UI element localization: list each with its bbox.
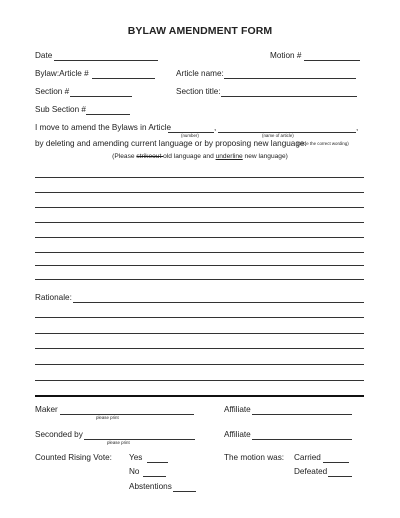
article-name-label: Article name: (176, 69, 224, 78)
bylaw-article-number-field[interactable] (92, 78, 155, 79)
seconded-by-field[interactable] (84, 439, 195, 440)
move-comma-2: , (356, 123, 359, 132)
section-number-label: Section # (35, 87, 70, 96)
amendment-text-line[interactable] (35, 177, 364, 178)
motion-number-field[interactable] (304, 60, 360, 61)
rationale-text-line[interactable] (35, 364, 364, 365)
abstentions-label: Abstentions (129, 482, 172, 491)
rationale-text-line[interactable] (35, 380, 364, 381)
number-hint: (number) (181, 133, 199, 138)
abstentions-count-field[interactable] (173, 491, 196, 492)
amendment-text-line[interactable] (35, 192, 364, 193)
instruction-close: new language) (242, 153, 288, 160)
seconded-please-print-hint: please print (107, 440, 130, 445)
carried-field[interactable] (323, 462, 349, 463)
no-count-field[interactable] (143, 476, 166, 477)
amendment-text-line[interactable] (35, 237, 364, 238)
rationale-text-line[interactable] (35, 348, 364, 349)
date-field[interactable] (54, 60, 158, 61)
seconded-affiliate-field[interactable] (252, 439, 352, 440)
instruction-strikeout: strikeout (136, 153, 164, 160)
seconded-by-label: Seconded by (35, 430, 83, 439)
maker-please-print-hint: please print (96, 415, 119, 420)
counted-rising-vote-label: Counted Rising Vote: (35, 453, 112, 462)
amendment-text-line[interactable] (35, 222, 364, 223)
language-instruction (0, 153, 400, 161)
rationale-first-line[interactable] (73, 302, 364, 303)
maker-affiliate-label: Affiliate (224, 405, 251, 414)
maker-label: Maker (35, 405, 58, 414)
rationale-text-line[interactable] (35, 317, 364, 318)
carried-label: Carried (294, 453, 321, 462)
amendment-text-line[interactable] (35, 207, 364, 208)
rationale-text-line[interactable] (35, 333, 364, 334)
motion-number-label: Motion # (270, 51, 302, 60)
amendment-text-line[interactable] (35, 252, 364, 253)
maker-field[interactable] (60, 414, 194, 415)
date-label: Date (35, 51, 53, 60)
article-name-hint: (name of article) (262, 133, 294, 138)
yes-label: Yes (129, 453, 143, 462)
section-title-field[interactable] (221, 96, 357, 97)
move-comma-1: , (214, 123, 217, 132)
instruction-middle: old language and (163, 153, 216, 160)
amend-statement-text: by deleting and amending current language or by proposing new language: (35, 139, 307, 148)
yes-count-field[interactable] (147, 462, 168, 463)
no-label: No (129, 467, 140, 476)
section-divider (35, 395, 364, 397)
section-title-label: Section title: (176, 87, 221, 96)
motion-was-label: The motion was: (224, 453, 285, 462)
sub-section-number-field[interactable] (86, 114, 130, 115)
form-title: BYLAW AMENDMENT FORM (127, 25, 273, 37)
defeated-field[interactable] (328, 476, 352, 477)
instruction-open: (Please (112, 153, 137, 160)
seconded-affiliate-label: Affiliate (224, 430, 251, 439)
circle-correct-wording-hint: (circle the correct wording) (297, 141, 349, 146)
article-name-field[interactable] (224, 78, 356, 79)
bylaw-article-number-label: Bylaw:Article # (35, 69, 89, 78)
maker-affiliate-field[interactable] (252, 414, 352, 415)
defeated-label: Defeated (294, 467, 328, 476)
rationale-label: Rationale: (35, 293, 72, 302)
move-statement-text: I move to amend the Bylaws in Article (35, 123, 172, 132)
section-number-field[interactable] (70, 96, 132, 97)
instruction-underline: underline (215, 153, 243, 160)
amendment-text-line[interactable] (35, 279, 364, 280)
amendment-text-line[interactable] (35, 265, 364, 266)
sub-section-number-label: Sub Section # (35, 105, 86, 114)
